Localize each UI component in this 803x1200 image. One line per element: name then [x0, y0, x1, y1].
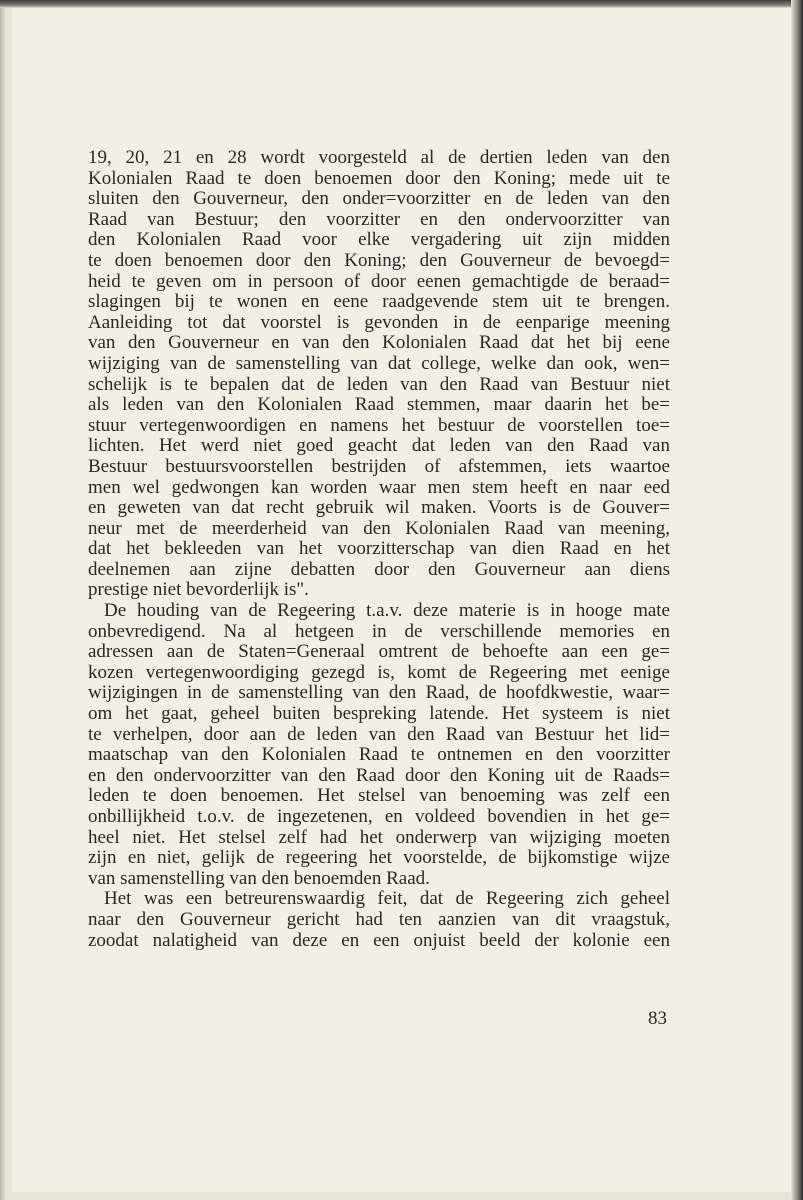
- text-line: en geweten van dat recht gebruik wil maken. Voorts is de Gouver=: [88, 498, 670, 519]
- text-line: deelnemen aan zijne debatten door den Gouverneur aan diens: [88, 559, 670, 580]
- text-line: den Kolonialen Raad voor elke vergadering uit zijn midden: [88, 230, 670, 251]
- text-line: heid te geven om in persoon of door eenen gemachtigde de beraad=: [88, 271, 670, 292]
- text-line: Kolonialen Raad te doen benoemen door den Koning; mede uit te: [88, 168, 670, 189]
- text-line: zijn en niet, gelijk de regeering het voorstelde, de bijkomstige wijze: [88, 848, 670, 869]
- text-line: van den Gouverneur en van den Kolonialen Raad dat het bij eene: [88, 333, 670, 354]
- text-line: wijzigingen in de samenstelling van den Raad, de hoofdkwestie, waar=: [88, 683, 670, 704]
- book-page: [12, 8, 791, 1192]
- text-line: wijziging van de samenstelling van dat college, welke dan ook, wen=: [88, 353, 670, 374]
- text-line: lichten. Het werd niet goed geacht dat leden van den Raad van: [88, 436, 670, 457]
- text-line: sluiten den Gouverneur, den onder=voorzitter en de leden van den: [88, 189, 670, 210]
- scan-edge-left: [0, 0, 6, 1200]
- text-line: naar den Gouverneur gericht had ten aanzien van dit vraagstuk,: [88, 909, 670, 930]
- text-line: maatschap van den Kolonialen Raad te ontnemen en den voorzitter: [88, 745, 670, 766]
- text-line: van samenstelling van den benoemden Raad.: [88, 868, 430, 889]
- text-line: Bestuur bestuursvoorstellen bestrijden of afstemmen, iets waartoe: [88, 456, 670, 477]
- text-line: kozen vertegenwoordiging gezegd is, komt de Regeering met eenige: [88, 662, 670, 683]
- text-line: Raad van Bestuur; den voorzitter en den ondervoorzitter van: [88, 209, 670, 230]
- text-line: De houding van de Regeering t.a.v. deze materie is in hooge mate: [104, 601, 670, 622]
- text-line: leden te doen benoemen. Het stelsel van benoeming was zelf een: [88, 786, 670, 807]
- text-line: dat het bekleeden van het voorzitterschap van dien Raad en het: [88, 539, 670, 560]
- text-line: om het gaat, geheel buiten bespreking latende. Het systeem is niet: [88, 704, 670, 725]
- scan-edge-top: [0, 0, 803, 8]
- text-line: adressen aan de Staten=Generaal omtrent de behoefte aan een ge=: [88, 642, 670, 663]
- text-line: slagingen bij te wonen en eene raadgevende stem uit te brengen.: [88, 292, 670, 313]
- text-line: onbillijkheid t.o.v. de ingezetenen, en voldeed bovendien in het ge=: [88, 807, 670, 827]
- body-text: [88, 148, 670, 951]
- text-line: heel niet. Het stelsel zelf had het onderwerp van wijziging moeten: [88, 827, 670, 848]
- text-line: onbevredigend. Na al hetgeen in de verschillende memories en: [88, 621, 670, 642]
- text-line: schelijk is te bepalen dat de leden van den Raad van Bestuur niet: [88, 374, 670, 395]
- text-line: te verhelpen, door aan de leden van den Raad van Bestuur het lid=: [88, 724, 670, 745]
- text-line: te doen benoemen door den Koning; den Gouverneur de bevoegd=: [88, 250, 670, 271]
- text-line: en den ondervoorzitter van den Raad door den Koning uit de Raads=: [88, 765, 670, 786]
- scan-edge-right: [791, 0, 803, 1200]
- text-line: 19, 20, 21 en 28 wordt voorgesteld al de dertien leden van den: [88, 148, 670, 168]
- text-line: Aanleiding tot dat voorstel is gevonden in de eenparige meening: [88, 312, 670, 333]
- page-number: 83: [648, 1008, 667, 1029]
- text-line: stuur vertegenwoordigen en namens het bestuur de voorstellen toe=: [88, 415, 670, 436]
- text-line: zoodat nalatigheid van deze en een onjuist beeld der kolonie een: [88, 930, 670, 951]
- text-line: Het was een betreurenswaardig feit, dat de Regeering zich geheel: [104, 889, 670, 910]
- text-line: als leden van den Kolonialen Raad stemmen, maar daarin het be=: [88, 395, 670, 416]
- text-line: men wel gedwongen kan worden waar men stem heeft en naar eed: [88, 477, 670, 498]
- text-line: neur met de meerderheid van den Kolonialen Raad van meening,: [88, 518, 670, 539]
- text-line: prestige niet bevorderlijk is".: [88, 580, 309, 601]
